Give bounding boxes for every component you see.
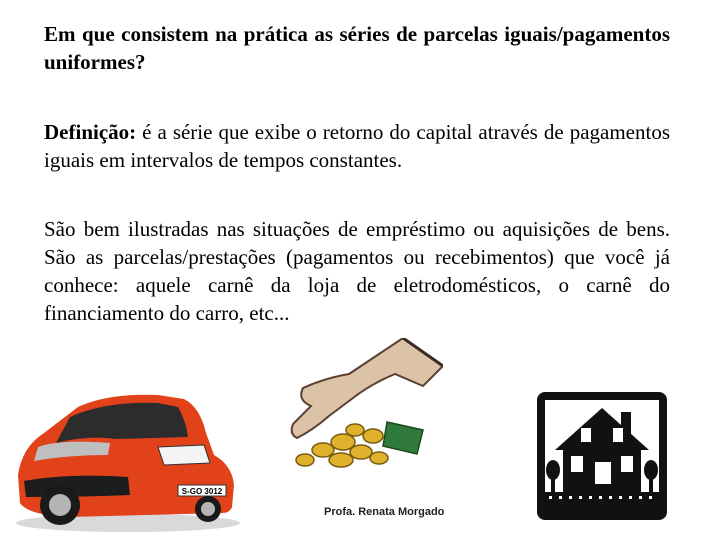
definition-paragraph: [44, 118, 670, 174]
definition-text: é a série que exibe o retorno do capital através de pagamentos iguais em intervalos de tempos constantes.: [44, 120, 670, 172]
license-plate: S-GO 3012: [181, 487, 223, 496]
house-icon: [537, 392, 667, 520]
hand-coins-icon: [283, 338, 443, 472]
body-paragraph: São bem ilustradas nas situações de empréstimo ou aquisições de bens. São as parcelas/prestações (pagamentos ou recebimentos) que você já conhece: aquele carnê da loja de eletrodomésticos, o carnê do financiamento do carro, etc...: [44, 217, 670, 325]
author-credit: Profa. Renata Morgado: [324, 506, 445, 518]
definition-term: Definição:: [44, 120, 137, 144]
car-icon: [8, 385, 244, 533]
slide-title: Em que consistem na prática as séries de parcelas iguais/pagamentos uniformes?: [44, 22, 670, 74]
